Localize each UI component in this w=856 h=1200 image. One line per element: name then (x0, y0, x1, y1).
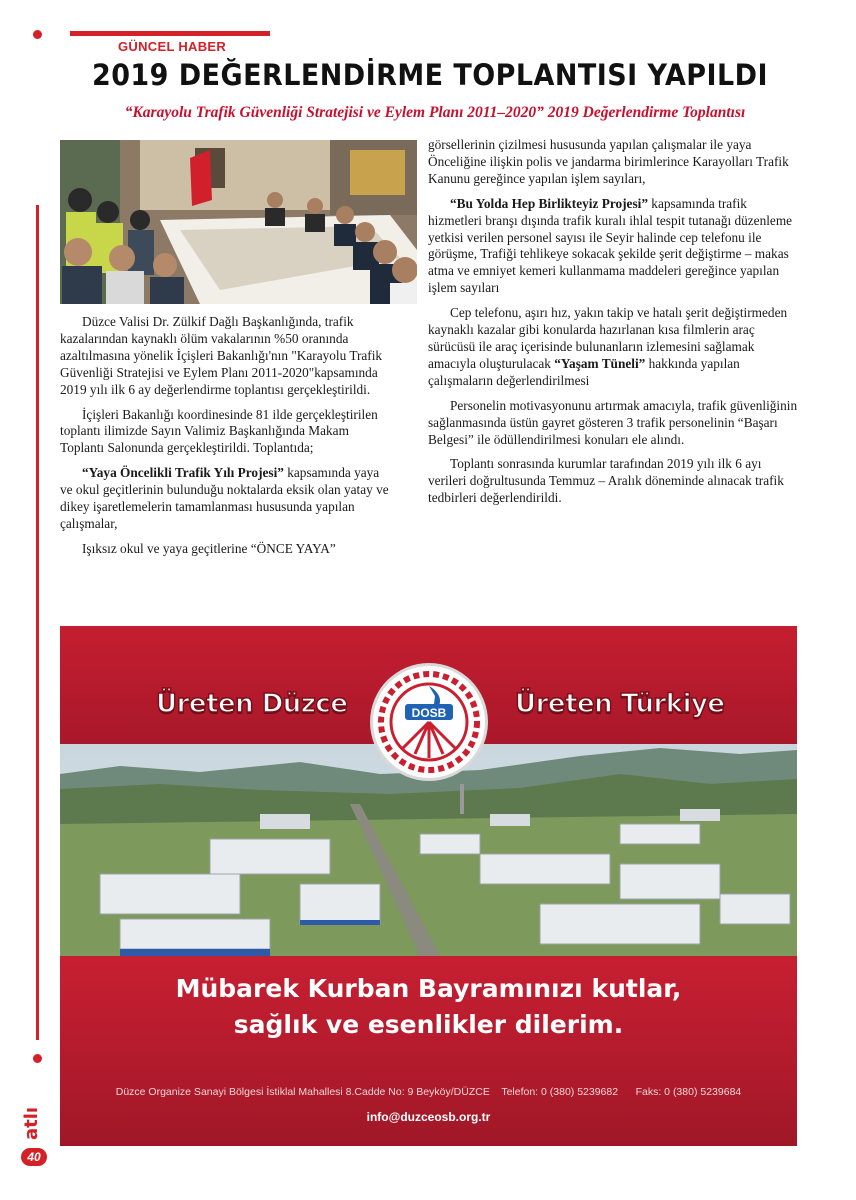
address-text: Düzce Organize Sanayi Bölgesi İstiklal Mahallesi 8.Cadde No: 9 Beyköy/DÜZCE (115, 1086, 490, 1098)
meeting-photo (60, 140, 417, 304)
paragraph: Düzce Valisi Dr. Zülkif Dağlı Başkanlığında, trafik kazalarından kaynaklı ölüm vakalarının %50 oranında azaltılmasına yönelik İçişleri Bakanlığı'nın "Karayolu Trafik Güvenliği Stratejisi ve Eylem Planı 2011-2020"kapsamında 2019 yılı ilk 6 ay değerlendirme toplantısı gerçekleştirildi. (60, 314, 383, 397)
paragraph-text: Cep telefonu, aşırı hız, yakın takip ve hatalı şerit değiştirmeden kaynaklı kazalar gibi konularda hazırlanan kısa filmlerin araç sürücüsü ile araç içerisinde bulunanların izlemesini sağlamak amacıyla oluşturulacak (428, 305, 788, 371)
phone-text: Telefon: 0 (380) 5239682 (501, 1086, 619, 1098)
paragraph: Toplantı sonrasında kurumlar tarafından 2019 yılı ilk 6 ayı verileri doğrultusunda Temmuz – Aralık döneminde alınacak trafik tedbirleri değerlendirildi. (428, 456, 784, 506)
paragraph-text: hakkında yapılan çalışmaların değerlendirilmesi (428, 355, 740, 388)
slogan-left: Üreten Düzce (156, 689, 348, 719)
paragraph (428, 196, 798, 297)
page-number: 40 (21, 1148, 47, 1166)
paragraph (428, 305, 798, 390)
section-bar (70, 31, 270, 36)
margin-rule-red (36, 205, 39, 1040)
slogan-right: Üreten Türkiye (515, 689, 725, 719)
section-label: GÜNCEL HABER (118, 39, 227, 54)
logo-text: DOSB (411, 706, 447, 720)
article-column-left (60, 314, 392, 566)
magazine-logo (20, 1082, 42, 1142)
holiday-greeting (60, 971, 797, 1043)
greeting-line-1: Mübarek Kurban Bayramınızı kutlar, (175, 974, 682, 1003)
paragraph: Işıksız okul ve yaya geçitlerine “ÖNCE YAYA” (82, 540, 336, 556)
paragraph: İçişleri Bakanlığı koordinesinde 81 ilde gerçekleştirilen toplantı ilimizde Sayın Valimiz Başkanlığında Makam Toplantı Salonunda gerçekleştirildi. Toplantıda; (60, 406, 378, 456)
margin-dot-bottom (33, 1054, 42, 1063)
dosb-advertisement (60, 626, 797, 1146)
brand-text: atlı (21, 1106, 42, 1140)
paragraph-text: kapsamında yaya ve okul geçitlerinin bulunduğu noktalarda eksik olan yatay ve dikey işaretlemelerin tamamlanması hususunda yapılan çalışmalar, (60, 465, 389, 531)
paragraph: Personelin motivasyonunu artırmak amacıyla, trafik güvenliğinin sağlanmasında üstün gayret gösteren 3 trafik personelinin “Başarı Belgesi” ile ödüllendirilmesi konuları ele alındı. (428, 397, 798, 447)
paragraph: görsellerinin çizilmesi hususunda yapılan çalışmalar ile yaya Önceliğine ilişkin polis ve jandarma birimlerince Karayolları Trafik Kanunu gereğince yapılan işlem sayıları, (428, 137, 789, 186)
contact-line (60, 1086, 797, 1098)
margin-dot-top (33, 30, 42, 39)
paragraph-text: kapsamında trafik hizmetleri branşı dışında trafik kuralı ihlal tespit tutanağı düzenleme yetkisi verilen personel sayısı ile Seyir halinde cep telefonu ile görüşme, Trafiği tehlikeye sokacak şekilde şerit değiştirme – makas atma ve emniyet kemeri kullanmama maddeleri gereğince yapılan işlem sayıları (428, 195, 793, 296)
article-column-right (428, 137, 798, 515)
dosb-logo (373, 666, 485, 778)
fax-text: Faks: 0 (380) 5239684 (635, 1086, 742, 1098)
project-name: “Yaşam Tüneli” (554, 355, 646, 371)
subheadline: “Karayolu Trafik Güvenliği Stratejisi ve Eylem Planı 2011–2020” 2019 Değerlendirme Toplantısı (124, 104, 746, 121)
greeting-line-2: sağlık ve esenlikler dilerim. (233, 1010, 624, 1039)
email-link[interactable]: info@duzceosb.org.tr (366, 1110, 491, 1124)
paragraph (60, 465, 392, 533)
headline: 2019 DEĞERLENDİRME TOPLANTISI YAPILDI (91, 58, 769, 92)
project-name: “Yaya Öncelikli Trafik Yılı Projesi” (82, 465, 284, 481)
project-name: “Bu Yolda Hep Birlikteyiz Projesi” (450, 195, 648, 211)
